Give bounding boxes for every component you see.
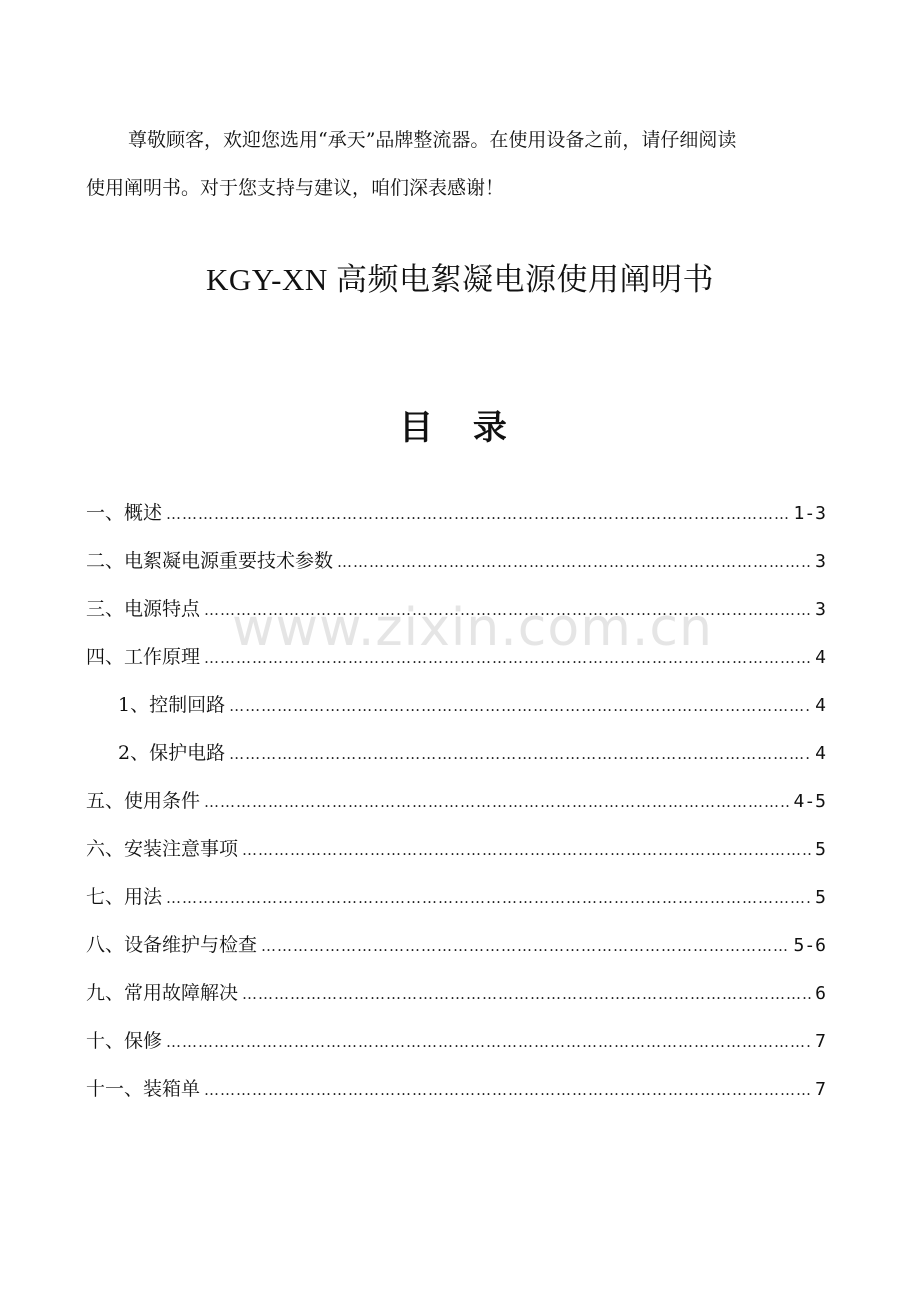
toc-entry-label: 六、安装注意事项: [86, 838, 239, 860]
toc-entry-page: 3: [815, 599, 826, 620]
toc-leader-dots: [204, 601, 811, 619]
toc-leader-dots: [337, 553, 811, 571]
toc-leader-dots: [166, 1033, 811, 1051]
toc-entry-troubleshooting[interactable]: [86, 978, 826, 1026]
toc-entry-label: 二、电絮凝电源重要技术参数: [86, 550, 334, 572]
toc-entry-label: 四、工作原理: [86, 646, 201, 668]
watermark: www.zixin.com.cn: [232, 598, 713, 658]
toc-entry-overview[interactable]: [86, 498, 826, 546]
toc-entry-page: 7: [815, 1031, 826, 1052]
toc-entry-conditions[interactable]: [86, 786, 826, 834]
intro-line-1: 尊敬顾客，欢迎您选用“承天”品牌整流器。在使用设备之前，请仔细阅读: [128, 129, 737, 151]
toc-entry-label: 八、设备维护与检查: [86, 934, 258, 956]
toc-leader-dots: [242, 985, 811, 1003]
toc-entry-page: 5-6: [793, 935, 826, 956]
toc-leader-dots: [229, 745, 811, 763]
toc-entry-page: 4: [815, 695, 826, 716]
intro-line-2: 使用阐明书。对于您支持与建议，咱们深表感谢！: [86, 177, 505, 199]
toc-entry-label: 2、保护电路: [118, 742, 226, 764]
toc-entry-protection-circuit[interactable]: [86, 738, 826, 786]
toc-entry-label: 三、电源特点: [86, 598, 201, 620]
toc-entry-packing-list[interactable]: [86, 1074, 826, 1122]
toc-entry-label: 九、常用故障解决: [86, 982, 239, 1004]
toc-entry-warranty[interactable]: [86, 1026, 826, 1074]
toc-leader-dots: [204, 1081, 811, 1099]
toc-entry-page: 4: [815, 647, 826, 668]
document-title: KGY-XN 高频电絮凝电源使用阐明书: [205, 262, 715, 297]
toc-entry-installation[interactable]: [86, 834, 826, 882]
toc-entry-label: 十、保修: [86, 1030, 163, 1052]
toc-entry-label: 七、用法: [86, 886, 163, 908]
toc-entry-tech-params[interactable]: [86, 546, 826, 594]
toc-entry-page: 3: [815, 551, 826, 572]
toc-entry-maintenance[interactable]: [86, 930, 826, 978]
toc-entry-page: 5: [815, 887, 826, 908]
toc-entry-page: 1-3: [793, 503, 826, 524]
toc-entry-label: 十一、装箱单: [86, 1078, 201, 1100]
toc-entry-usage[interactable]: [86, 882, 826, 930]
toc-entry-features[interactable]: [86, 594, 826, 642]
toc-entry-label: 一、概述: [86, 502, 163, 524]
toc-entry-page: 4: [815, 743, 826, 764]
table-of-contents: [86, 498, 826, 1122]
toc-entry-page: 5: [815, 839, 826, 860]
toc-leader-dots: [204, 649, 811, 667]
toc-leader-dots: [261, 937, 789, 955]
toc-entry-page: 4-5: [793, 791, 826, 812]
toc-entry-control-loop[interactable]: [86, 690, 826, 738]
toc-leader-dots: [166, 505, 789, 523]
toc-leader-dots: [204, 793, 789, 811]
toc-entry-page: 7: [815, 1079, 826, 1100]
toc-entry-label: 1、控制回路: [118, 694, 226, 716]
toc-entry-principle[interactable]: [86, 642, 826, 690]
toc-leader-dots: [166, 889, 811, 907]
toc-heading: 目 录: [399, 408, 521, 448]
toc-entry-label: 五、使用条件: [86, 790, 201, 812]
intro-paragraph: [86, 116, 856, 212]
toc-leader-dots: [242, 841, 811, 859]
toc-entry-page: 6: [815, 983, 826, 1004]
toc-leader-dots: [229, 697, 811, 715]
